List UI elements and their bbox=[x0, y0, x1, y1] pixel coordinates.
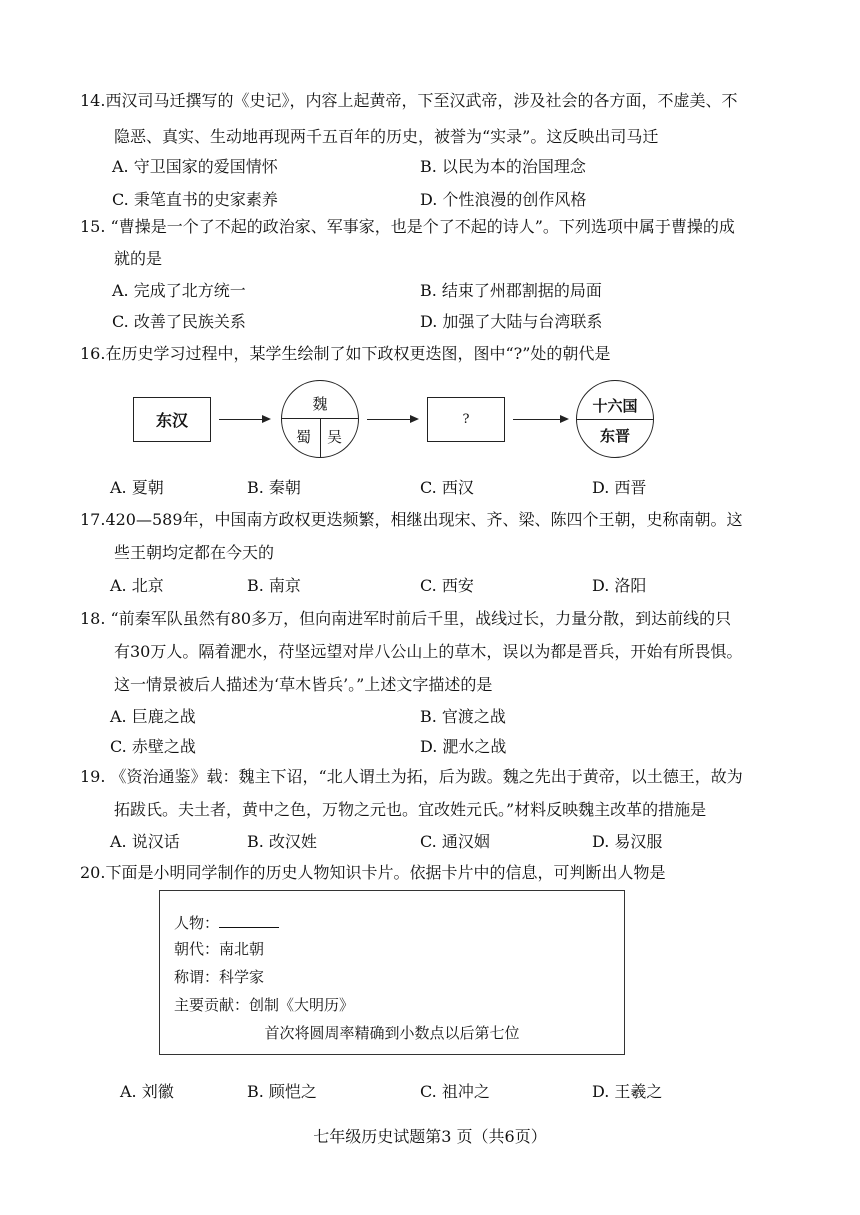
q17-stem-line1: 17.420—589年，中国南方政权更迭频繁，相继出现宋、齐、梁、陈四个王朝，史称南朝。这 bbox=[80, 510, 743, 529]
q20-option-c: C. 祖冲之 bbox=[420, 1082, 490, 1101]
q16-option-b: B. 秦朝 bbox=[247, 478, 301, 497]
q19-option-d: D. 易汉服 bbox=[592, 832, 663, 851]
q14-option-d: D. 个性浪漫的创作风格 bbox=[420, 190, 587, 209]
circle2-sixteen-kingdoms: 十六国 bbox=[592, 397, 638, 415]
card-person-label: 人物： bbox=[174, 914, 220, 932]
card-person-blank bbox=[219, 913, 279, 928]
q19-option-a: A. 说汉话 bbox=[110, 832, 180, 851]
q19-stem-line2: 拓跋氏。夫土者，黄中之色，万物之元也。宜改姓元氏。”材料反映魏主改革的措施是 bbox=[114, 800, 707, 819]
q20-option-d: D. 王羲之 bbox=[592, 1082, 663, 1101]
q14-option-c: C. 秉笔直书的史家素养 bbox=[112, 190, 278, 209]
q18-stem-line1: 18. “前秦军队虽然有80多万，但向南进军时前后千里，战线过长，力量分散，到达前线的只 bbox=[80, 609, 732, 628]
q17-option-b: B. 南京 bbox=[247, 576, 301, 595]
q15-option-a: A. 完成了北方统一 bbox=[112, 281, 246, 300]
q18-option-c: C. 赤壁之战 bbox=[110, 737, 196, 756]
q14-stem-line2: 隐恶、真实、生动地再现两千五百年的历史，被誉为“实录”。这反映出司马迁 bbox=[114, 127, 659, 146]
q19-option-c: C. 通汉姻 bbox=[420, 832, 490, 851]
q14-option-b: B. 以民为本的治国理念 bbox=[420, 157, 586, 176]
card-person-row bbox=[174, 912, 279, 933]
card-dynasty: 朝代：南北朝 bbox=[174, 940, 265, 958]
card-title: 称谓：科学家 bbox=[174, 968, 265, 986]
q18-option-d: D. 淝水之战 bbox=[420, 737, 507, 756]
q17-option-a: A. 北京 bbox=[110, 576, 164, 595]
q15-stem-line2: 就的是 bbox=[114, 249, 163, 268]
card-contribution: 主要贡献：创制《大明历》 bbox=[174, 996, 355, 1014]
circle1-wei: 魏 bbox=[312, 395, 328, 413]
q18-option-b: B. 官渡之战 bbox=[420, 707, 506, 726]
q16-option-c: C. 西汉 bbox=[420, 478, 474, 497]
diagram-arrow-1 bbox=[219, 419, 269, 420]
circle1-shu: 蜀 bbox=[296, 428, 312, 446]
diagram-arrow-3 bbox=[513, 419, 567, 420]
q20-option-b: B. 顾恺之 bbox=[247, 1082, 317, 1101]
circle1-split bbox=[320, 418, 321, 457]
circle2-divider bbox=[577, 419, 653, 420]
diagram-box-eastern-han: 东汉 bbox=[133, 397, 211, 442]
q19-option-b: B. 改汉姓 bbox=[247, 832, 317, 851]
diagram-circle-three-kingdoms bbox=[281, 380, 359, 458]
q14-stem-line1: 14.西汉司马迁撰写的《史记》，内容上起黄帝，下至汉武帝，涉及社会的各方面，不虚美、不 bbox=[80, 91, 738, 110]
circle2-eastern-jin: 东晋 bbox=[599, 427, 630, 445]
q19-stem-line1: 19. 《资治通鉴》载：魏主下诏，“北人谓土为拓，后为跋。魏之先出于黄帝，以土德王，故为 bbox=[80, 767, 743, 786]
q15-option-b: B. 结束了州郡割据的局面 bbox=[420, 281, 602, 300]
q18-stem-line3: 这一情景被后人描述为‘草木皆兵’。”上述文字描述的是 bbox=[114, 675, 493, 694]
q16-option-a: A. 夏朝 bbox=[110, 478, 164, 497]
diagram-arrow-2 bbox=[367, 419, 417, 420]
q16-option-d: D. 西晋 bbox=[592, 478, 647, 497]
diagram-box-unknown: ? bbox=[427, 397, 505, 442]
q17-option-c: C. 西安 bbox=[420, 576, 474, 595]
q15-option-c: C. 改善了民族关系 bbox=[112, 312, 246, 331]
historical-figure-card bbox=[159, 890, 625, 1055]
diagram-circle-sixteen-kingdoms bbox=[576, 380, 654, 458]
q14-option-a: A. 守卫国家的爱国情怀 bbox=[112, 157, 278, 176]
q20-stem-line1: 20.下面是小明同学制作的历史人物知识卡片。依据卡片中的信息，可判断出人物是 bbox=[80, 863, 666, 882]
q17-stem-line2: 些王朝均定都在今天的 bbox=[114, 543, 275, 562]
q15-stem-line1: 15. “曹操是一个了不起的政治家、军事家，也是个了不起的诗人”。下列选项中属于曹操的成 bbox=[80, 217, 735, 236]
q20-option-a: A. 刘徽 bbox=[120, 1082, 174, 1101]
page-footer: 七年级历史试题第3 页（共6页） bbox=[313, 1127, 547, 1146]
circle1-wu: 吴 bbox=[327, 428, 343, 446]
q18-option-a: A. 巨鹿之战 bbox=[110, 707, 196, 726]
q18-stem-line2: 有30万人。隔着淝水，苻坚远望对岸八公山上的草木，误以为都是晋兵，开始有所畏惧。 bbox=[114, 642, 743, 661]
q17-option-d: D. 洛阳 bbox=[592, 576, 647, 595]
q16-stem-line1: 16.在历史学习过程中，某学生绘制了如下政权更迭图，图中“?”处的朝代是 bbox=[80, 344, 611, 363]
q15-option-d: D. 加强了大陆与台湾联系 bbox=[420, 312, 603, 331]
card-contribution-detail: 首次将圆周率精确到小数点以后第七位 bbox=[264, 1024, 520, 1042]
